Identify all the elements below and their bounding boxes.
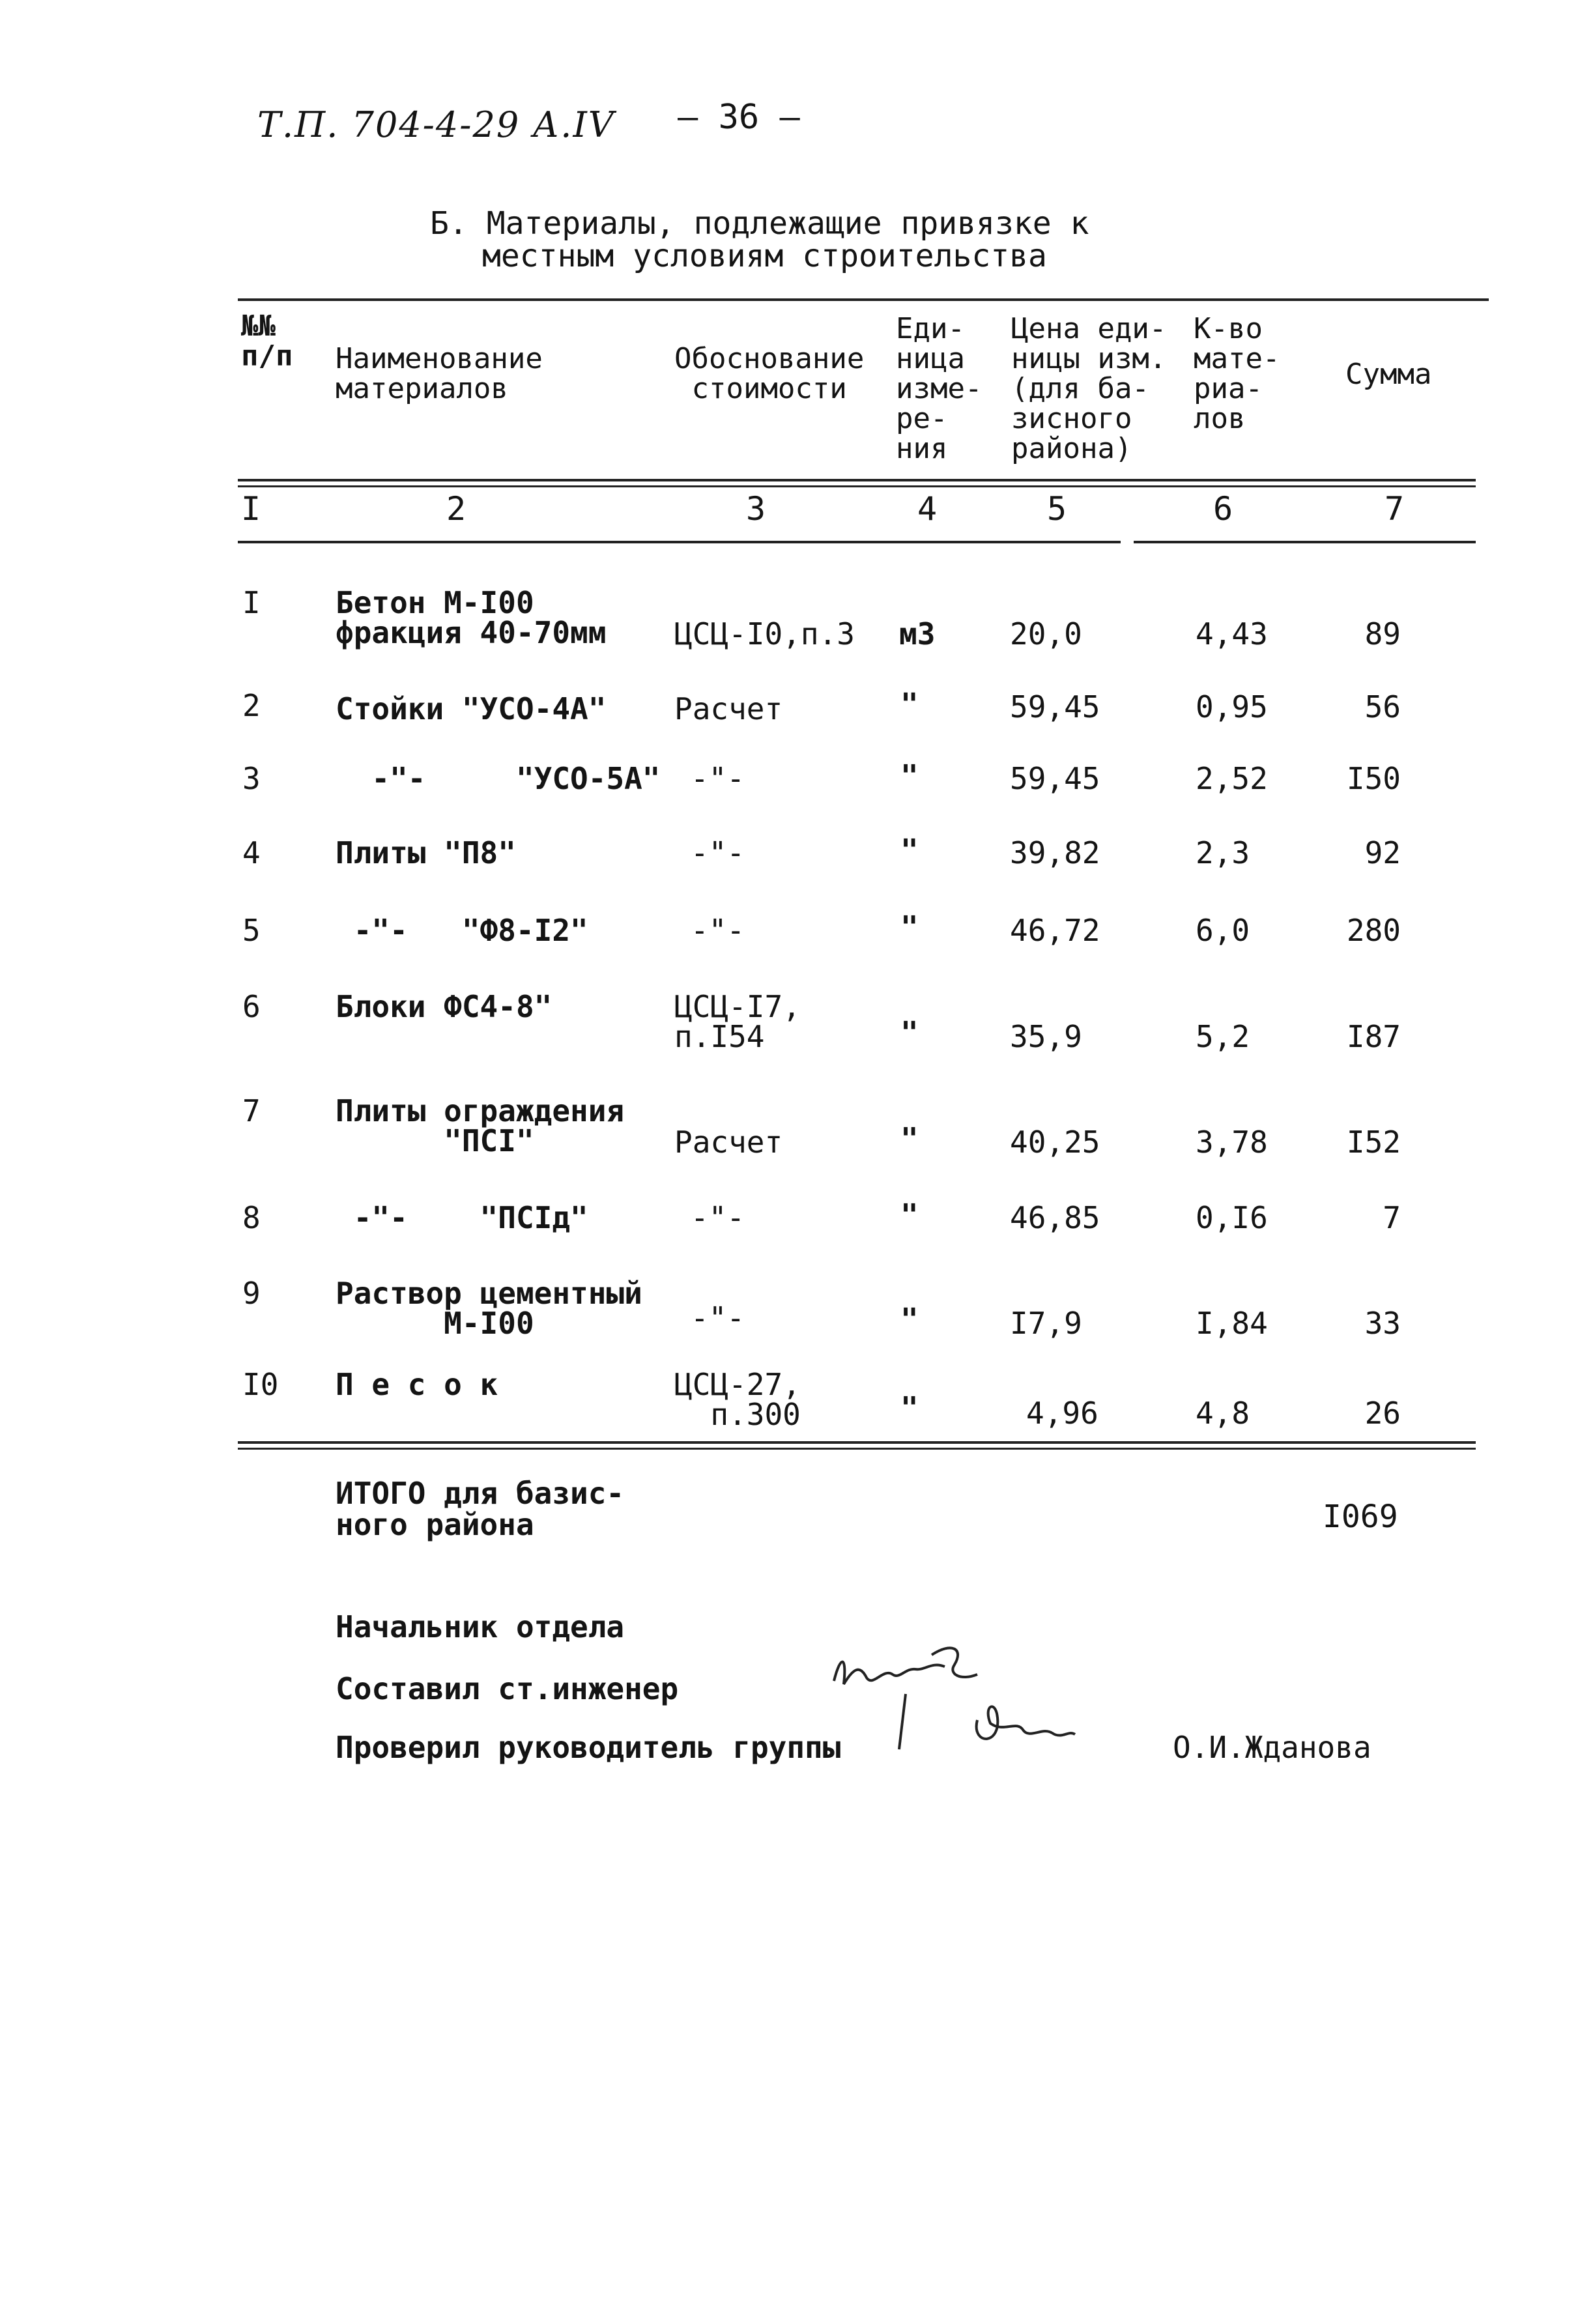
material-name: Блоки ФС4-8" <box>336 989 553 1024</box>
table-top-rule <box>238 298 1489 301</box>
quantity: 4,43 <box>1196 616 1268 652</box>
header-col-qty: К-во мате- риа- лов <box>1194 312 1280 435</box>
unit: " <box>900 758 919 794</box>
header-col-unit: Еди- ница изме- ре- ния <box>896 312 983 465</box>
table-header-rule-2 <box>238 485 1476 487</box>
quantity: 6,0 <box>1196 913 1250 948</box>
quantity: 0,I6 <box>1196 1200 1268 1235</box>
total-value: I069 <box>1323 1499 1398 1535</box>
table-bottom-rule <box>238 1441 1476 1444</box>
cost-basis: Расчет <box>674 691 783 726</box>
material-name: Плиты "П8" <box>336 835 516 870</box>
unit-price: 46,72 <box>1010 913 1100 948</box>
unit: " <box>900 687 919 722</box>
unit-price: 35,9 <box>1010 1019 1082 1054</box>
signature-group-leader: Проверил руководитель группы <box>336 1730 841 1765</box>
sum: I87 <box>1346 1019 1401 1054</box>
row-number: 4 <box>242 835 261 870</box>
unit-price: 59,45 <box>1010 689 1100 724</box>
row-number: 3 <box>242 761 261 796</box>
signatory-name: О.И.Жданова <box>1173 1730 1371 1765</box>
sum: I52 <box>1346 1125 1401 1160</box>
header-col-sum: Сумма <box>1345 358 1432 391</box>
material-name: П е с о к <box>336 1367 498 1402</box>
row-number: 7 <box>242 1093 261 1128</box>
quantity: 2,52 <box>1196 761 1268 796</box>
row-number: 6 <box>242 989 261 1024</box>
section-title <box>430 207 1089 272</box>
quantity: 3,78 <box>1196 1125 1268 1160</box>
unit-price: 20,0 <box>1010 616 1082 652</box>
row-number: 5 <box>242 913 261 948</box>
section-title-line-2: местным условиям строительства <box>482 238 1047 274</box>
quantity: I,84 <box>1196 1306 1268 1341</box>
material-name: -"- "УСО-5А" <box>336 761 661 796</box>
unit: " <box>900 1302 919 1337</box>
material-name: -"- "Ф8-I2" <box>336 913 588 948</box>
material-name: Стойки "УСО-4А" <box>336 691 607 726</box>
cost-basis: ЦСЦ-I7, п.I54 <box>674 989 801 1054</box>
sum: 33 <box>1364 1306 1401 1341</box>
row-number: I0 <box>242 1367 279 1402</box>
unit-price: 39,82 <box>1010 835 1100 870</box>
sum: 56 <box>1364 689 1401 724</box>
unit-price: I7,9 <box>1010 1306 1082 1341</box>
unit: " <box>900 1198 919 1233</box>
header-col-number: №№ п/п <box>241 309 293 373</box>
unit-price: 40,25 <box>1010 1125 1100 1160</box>
row-number: I <box>242 585 261 620</box>
unit-price: 4,96 <box>1026 1396 1098 1431</box>
cost-basis: -"- <box>691 761 745 796</box>
sum: 92 <box>1364 835 1401 870</box>
row-number: 2 <box>242 688 261 723</box>
row-number: 9 <box>242 1276 261 1311</box>
column-number-4: 4 <box>917 490 938 528</box>
total-label: ИТОГО для базис- ного района <box>336 1476 625 1542</box>
material-name: -"- "ПСIд" <box>336 1200 588 1235</box>
cost-basis: ЦСЦ-I0,п.3 <box>674 616 855 652</box>
unit: " <box>900 833 919 868</box>
cost-basis: ЦСЦ-27, п.300 <box>674 1367 801 1432</box>
document-code: Т.П. 704-4-29 А.IV <box>257 104 615 145</box>
cost-basis: -"- <box>691 1200 745 1235</box>
material-name: Плиты ограждения "ПСI" <box>336 1093 625 1158</box>
header-col-price: Цена еди- ницы изм. (для ба- зисного района) <box>1011 312 1167 465</box>
unit: " <box>900 1121 919 1156</box>
unit: " <box>900 1015 919 1050</box>
cost-basis: Расчет <box>674 1125 783 1160</box>
column-numbers-rule-left <box>238 541 1121 543</box>
handwritten-initials-icon <box>964 1694 1082 1766</box>
signature-senior-engineer: Составил ст.инженер <box>336 1671 679 1706</box>
header-col-basis: Обоснование стоимости <box>674 342 865 405</box>
unit: " <box>900 910 919 945</box>
column-number-3: 3 <box>746 490 766 528</box>
column-number-7: 7 <box>1385 490 1405 528</box>
material-name: Раствор цементный М-I00 <box>336 1276 642 1341</box>
row-number: 8 <box>242 1200 261 1235</box>
cost-basis: -"- <box>691 913 745 948</box>
column-number-6: 6 <box>1213 490 1233 528</box>
sum: 7 <box>1383 1200 1401 1235</box>
table-header-rule <box>238 479 1476 481</box>
unit-price: 59,45 <box>1010 761 1100 796</box>
unit: " <box>900 1390 919 1426</box>
quantity: 5,2 <box>1196 1019 1250 1054</box>
section-title-line-1: Б. Материалы, подлежащие привязке к <box>430 205 1089 242</box>
cost-basis: -"- <box>691 835 745 870</box>
material-name: Бетон М-I00 фракция 40-70мм <box>336 585 607 650</box>
column-number-5: 5 <box>1047 490 1067 528</box>
column-numbers-rule-right <box>1134 541 1476 543</box>
quantity: 0,95 <box>1196 689 1268 724</box>
table-bottom-rule-2 <box>238 1448 1476 1450</box>
unit: м3 <box>899 616 936 652</box>
cost-basis: -"- <box>691 1300 745 1336</box>
header-col-name: Наименование материалов <box>336 342 543 405</box>
quantity: 2,3 <box>1196 835 1250 870</box>
page-number: — 36 — <box>678 98 800 137</box>
sum: I50 <box>1346 761 1401 796</box>
sum: 280 <box>1346 913 1401 948</box>
quantity: 4,8 <box>1196 1396 1250 1431</box>
unit-price: 46,85 <box>1010 1200 1100 1235</box>
column-number-2: 2 <box>446 490 466 528</box>
signature-head-of-department: Начальник отдела <box>336 1609 625 1644</box>
column-number-1: I <box>241 490 261 528</box>
sum: 26 <box>1364 1396 1401 1431</box>
sum: 89 <box>1364 616 1401 652</box>
